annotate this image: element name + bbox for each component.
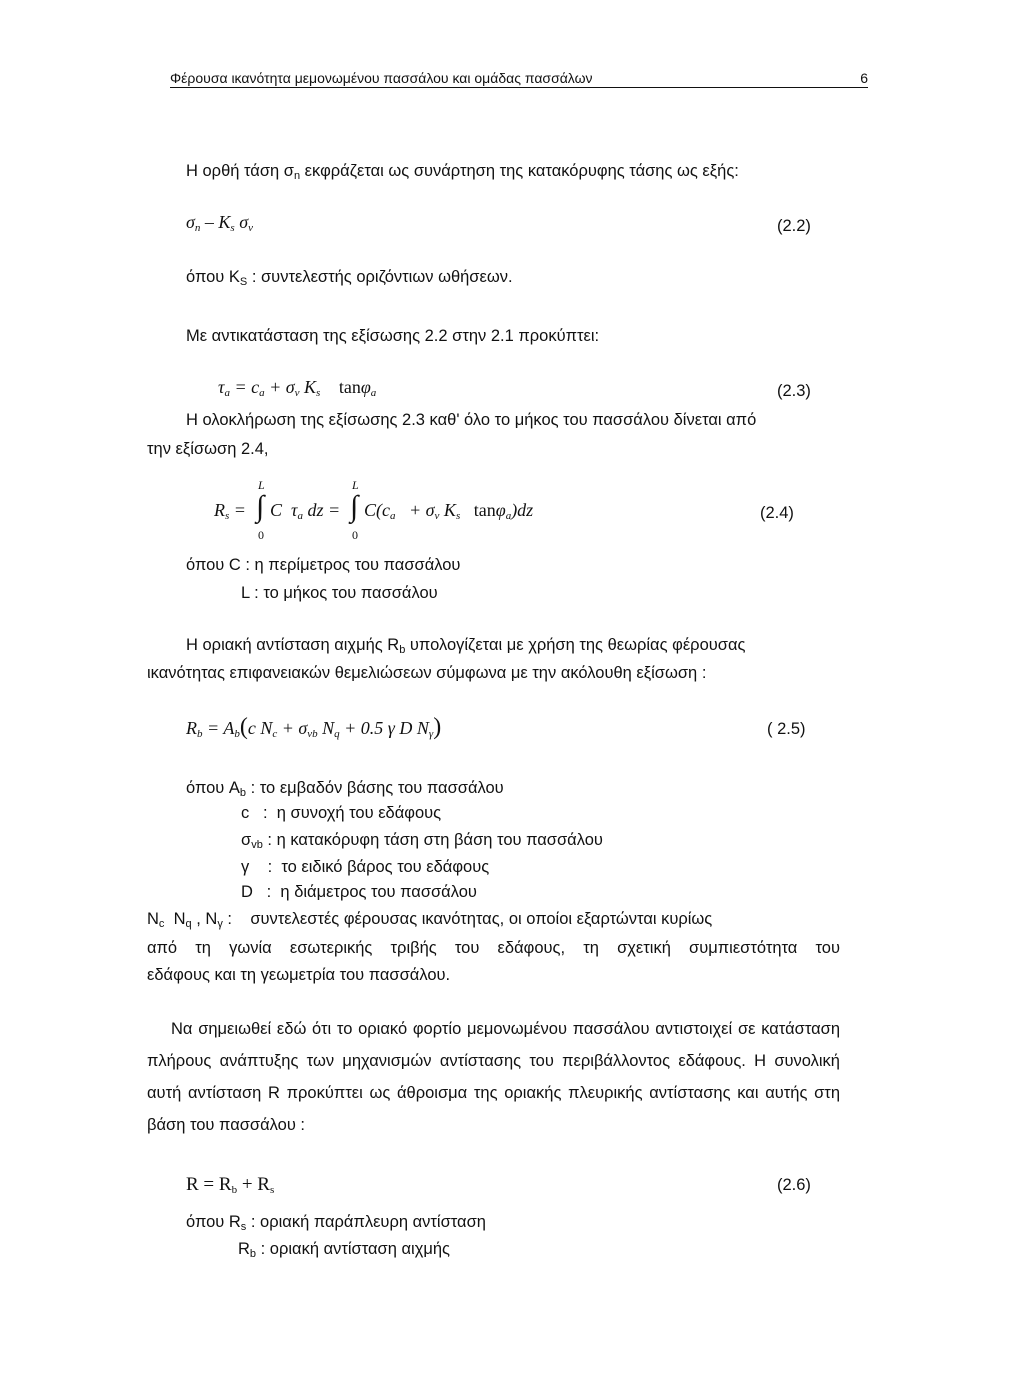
equation-2-6: $R = R_b + R_s$ bbox=[186, 1174, 275, 1196]
definition-tip-resistance: $R_b$ : οριακή αντίσταση αιχμής bbox=[238, 1240, 451, 1260]
definition-diameter: D : η διάμετρος του πασσάλου bbox=[241, 883, 477, 901]
page-number: 6 bbox=[860, 70, 868, 86]
definition-cohesion: c : η συνοχή του εδάφους bbox=[241, 804, 442, 822]
equation-2-5: $R_b = A_b(c$ $N_c + \sigma_{vb}$ $N_q + 0.5$ γ D $N_\gamma$) bbox=[186, 714, 442, 740]
definition-perimeter: όπου C : η περίμετρος του πασσάλου bbox=[186, 556, 461, 574]
equation-number-2-4: (2.4) bbox=[760, 504, 794, 522]
equation-2-4: $R_s$ = L ∫ 0 C $\tau_a$ dz = L ∫ 0 $C(c_a + \sigma_v$ $K_s$ tanφ$_a$)dz bbox=[214, 478, 534, 542]
equation-number-2-3: (2.3) bbox=[777, 382, 811, 400]
paragraph-tip-resistance-line1: Η οριακή αντίσταση αιχμής $R_b$ υπολογίζεται με χρήση της θεωρίας φέρουσας bbox=[186, 636, 746, 656]
definition-ks: όπου $K_S$ : συντελεστής οριζόντιων ωθήσεων. bbox=[186, 268, 513, 288]
paragraph-bearing-factors-line1: $N_c$ $N_q$ , $N_\gamma$ : συντελεστές φέρουσας ικανότητας, οι οποίοι εξαρτώνται κυρίως bbox=[147, 910, 713, 930]
paragraph-tip-resistance-line2: ικανότητας επιφανειακών θεμελιώσεων σύμφωνα με την ακόλουθη εξίσωση : bbox=[147, 664, 707, 682]
paragraph-integration-line2: την εξίσωση 2.4, bbox=[147, 440, 269, 458]
equation-2-2: $\sigma_n - K_s$ $\sigma_v$ bbox=[186, 212, 253, 234]
running-header bbox=[170, 70, 868, 88]
definition-area: όπου $A_b$ : το εμβαδόν βάσης του πασσάλου bbox=[186, 779, 504, 799]
equation-number-2-5: ( 2.5) bbox=[767, 720, 806, 738]
equation-2-3: $\tau_a = c_a + \sigma_v$ $K_s$ tanφ$_a$ bbox=[218, 377, 377, 399]
paragraph-bearing-factors-line2: από τη γωνία εσωτερικής τριβής του εδάφους, τη σχετική συμπιεστότητα του bbox=[147, 939, 840, 957]
definition-vertical-stress: $\sigma_{vb}$ : η κατακόρυφη τάση στη βάση του πασσάλου bbox=[241, 831, 603, 851]
paragraph-bearing-factors-line3: εδάφους και τη γεωμετρία του πασσάλου. bbox=[147, 966, 451, 984]
equation-number-2-6: (2.6) bbox=[777, 1176, 811, 1194]
equation-number-2-2: (2.2) bbox=[777, 217, 811, 235]
paragraph-total-resistance: Να σημειωθεί εδώ ότι το οριακό φορτίο μεμονωμένου πασσάλου αντιστοιχεί σε κατάσταση πλήρους ανάπτυξης των μηχανισμών αντίστασης του περιβάλλοντος εδάφους. Η συνολική αυτή αντίσταση R προκύπτει ως άθροισμα της οριακής πλευρικής αντίστασης και αυτής στη βάση του πασσάλου : bbox=[147, 1020, 840, 1134]
paragraph-integration-line1: Η ολοκλήρωση της εξίσωσης 2.3 καθ' όλο το μήκος του πασσάλου δίνεται από bbox=[186, 411, 757, 429]
header-title: Φέρουσα ικανότητα μεμονωμένου πασσάλου και ομάδας πασσάλων bbox=[170, 70, 593, 86]
paragraph-normal-stress: Η ορθή τάση $\sigma_n$ εκφράζεται ως συνάρτηση της κατακόρυφης τάσης ως εξής: bbox=[186, 162, 739, 182]
paragraph-substitution: Με αντικατάσταση της εξίσωσης 2.2 στην 2.1 προκύπτει: bbox=[186, 327, 600, 345]
definition-unit-weight: γ : το ειδικό βάρος του εδάφους bbox=[241, 858, 490, 876]
definition-length: L : το μήκος του πασσάλου bbox=[241, 584, 438, 602]
definition-side-resistance: όπου $R_s$ : οριακή παράπλευρη αντίσταση bbox=[186, 1213, 486, 1233]
